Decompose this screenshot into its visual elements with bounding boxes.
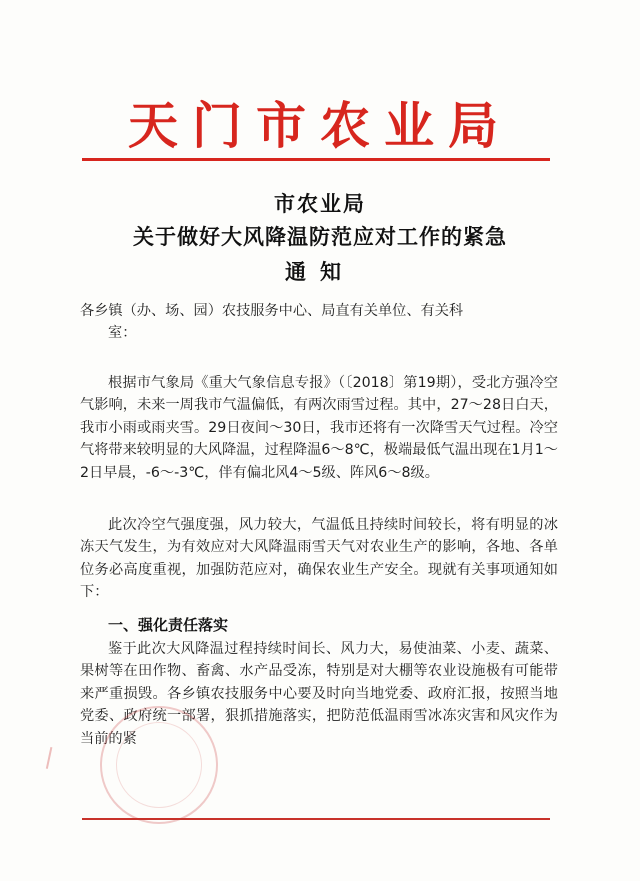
section-heading-1: 一、强化责任落实 [108,616,229,634]
addressee [80,300,558,345]
official-seal-stamp [100,706,218,824]
addressee-line1: 各乡镇（办、场、园）农技服务中心、局直有关单位、有关科 [80,303,464,319]
footer-red-rule [82,818,550,820]
stamp-ink-mark [46,747,62,771]
notice-title-issuer: 市农业局 [274,191,366,216]
official-seal-inner-ring [116,722,202,808]
paragraph-responsibility: 鉴于此次大风降温过程持续时间长、风力大，易使油菜、小麦、蔬菜、果树等在田作物、畜禽、水产品受冻，特别是对大棚等农业设施极有可能带来严重损毁。各乡镇农技服务中心要及时向当地党委、政府汇报，按照当地党委、政府统一部署，狠抓措施落实，把防范低温雨雪冰冻灾害和风灾作为当前的紧 [80,641,558,747]
letterhead-red-rule [82,158,550,161]
addressee-line2: 室： [108,325,137,342]
paragraph-weather-forecast: 根据市气象局《重大气象信息专报》（〔2018〕第19期），受北方强冷空气影响，未来一周我市气温偏低，有两次雨雪过程。其中，27～28日白天，我市小雨或雨夹雪。29日夜间～30日，我市还将有一次降雪天气过程。冷空气将带来较明显的大风降温，过程降温6～8℃，极端最低气温出现在1月1～2日早晨，-6～-3℃，伴有偏北风4～5级、阵风6～8级。 [80,375,558,481]
paragraph-overview: 此次冷空气强度强，风力较大，气温低且持续时间较长，将有明显的冰冻天气发生，为有效应对大风降温雨雪天气对农业生产的影响，各地、各单位务必高度重视，加强防范应对，确保农业生产安全。现就有关事项通知如下： [80,517,558,601]
notice-title-subject: 关于做好大风降温防范应对工作的紧急 [133,224,507,249]
letterhead-title: 天门市农业局 [128,96,512,155]
notice-title-type: 通知 [285,259,355,284]
